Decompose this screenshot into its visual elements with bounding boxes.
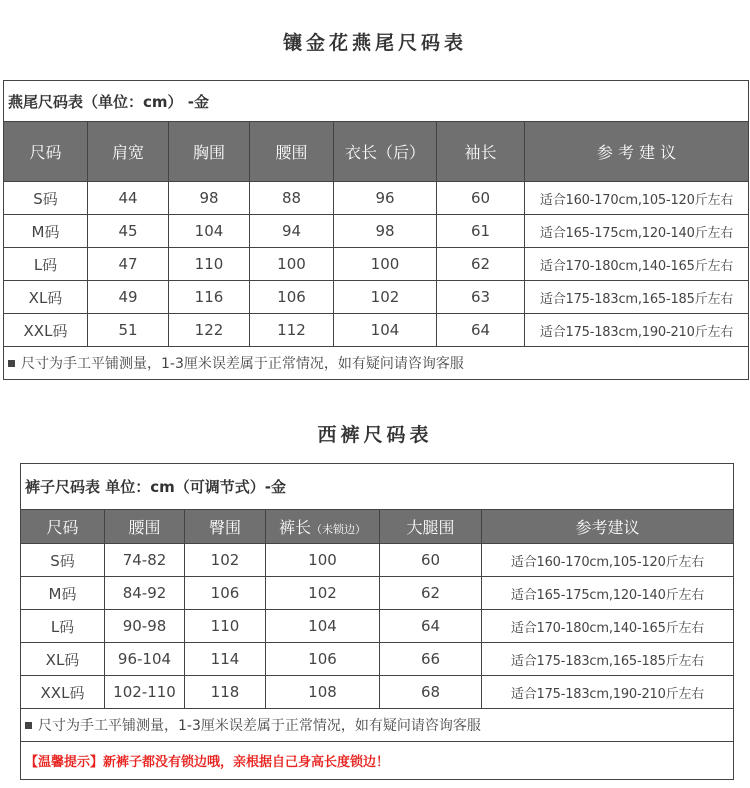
table-cell: 118 (185, 676, 266, 709)
jacket-table-caption: 燕尾尺码表（单位：cm） -金 (4, 81, 749, 122)
pants-size-chart-title: 西裤尺码表 (317, 424, 433, 446)
table-cell: 96-104 (105, 643, 185, 676)
table-cell: L码 (4, 248, 88, 281)
table-cell: 110 (169, 248, 250, 281)
column-header-hip: 臀围 (185, 510, 266, 544)
table-row (21, 544, 734, 577)
table-cell: 114 (185, 643, 266, 676)
table-cell: 100 (334, 248, 437, 281)
table-cell: 62 (380, 577, 482, 610)
table-cell: 88 (250, 182, 334, 215)
table-cell: 116 (169, 281, 250, 314)
table-row (4, 314, 749, 347)
table-cell: 90-98 (105, 610, 185, 643)
table-cell: 62 (437, 248, 525, 281)
table-cell: M码 (4, 215, 88, 248)
square-bullet-icon (25, 722, 32, 729)
square-bullet-icon (8, 360, 15, 367)
measurement-note-text: 尺寸为手工平铺测量，1-3厘米误差属于正常情况，如有疑问请咨询客服 (21, 356, 464, 372)
measurement-note (21, 709, 734, 742)
column-header-pants-length (266, 510, 380, 544)
table-cell: 适合175-183cm,190-210斤左右 (482, 676, 734, 709)
table-row (21, 577, 734, 610)
table-cell: S码 (21, 544, 105, 577)
table-cell: 106 (266, 643, 380, 676)
table-cell: XXL码 (4, 314, 88, 347)
column-header-size: 尺码 (21, 510, 105, 544)
table-cell: M码 (21, 577, 105, 610)
column-header-waist: 腰围 (250, 122, 334, 182)
table-cell: 74-82 (105, 544, 185, 577)
table-cell: 适合165-175cm,120-140斤左右 (525, 215, 749, 248)
table-cell: 适合175-183cm,165-185斤左右 (525, 281, 749, 314)
column-header-thigh: 大腿围 (380, 510, 482, 544)
table-cell: 122 (169, 314, 250, 347)
table-cell: 适合160-170cm,105-120斤左右 (525, 182, 749, 215)
table-row (21, 643, 734, 676)
table-row (4, 281, 749, 314)
table-cell: 适合170-180cm,140-165斤左右 (482, 610, 734, 643)
table-cell: 51 (88, 314, 169, 347)
table-cell: 102 (185, 544, 266, 577)
table-cell: XXL码 (21, 676, 105, 709)
table-cell: 适合160-170cm,105-120斤左右 (482, 544, 734, 577)
pants-length-label: 裤长 (278, 518, 311, 537)
column-header-chest: 胸围 (169, 122, 250, 182)
table-row (4, 182, 749, 215)
table-cell: 60 (380, 544, 482, 577)
table-cell: 64 (380, 610, 482, 643)
table-cell: 102-110 (105, 676, 185, 709)
table-cell: L码 (21, 610, 105, 643)
table-row (4, 215, 749, 248)
pants-table-caption: 裤子尺码表 单位：cm（可调节式）-金 (21, 464, 734, 510)
hemming-warning (21, 742, 734, 780)
jacket-size-table (3, 80, 749, 380)
table-cell: 68 (380, 676, 482, 709)
table-cell: 94 (250, 215, 334, 248)
table-row (21, 610, 734, 643)
jacket-table-header-row (4, 122, 749, 182)
warning-text: 新裤子都没有锁边哦，亲根据自己身高长度锁边！ (103, 755, 390, 770)
table-cell: 102 (334, 281, 437, 314)
table-cell: 64 (437, 314, 525, 347)
table-cell: 106 (250, 281, 334, 314)
table-cell: 100 (266, 544, 380, 577)
table-cell: 98 (334, 215, 437, 248)
measurement-note-text: 尺寸为手工平铺测量，1-3厘米误差属于正常情况，如有疑问请咨询客服 (38, 718, 481, 734)
table-cell: 100 (250, 248, 334, 281)
column-header-waist: 腰围 (105, 510, 185, 544)
table-cell: 63 (437, 281, 525, 314)
column-header-shoulder: 肩宽 (88, 122, 169, 182)
table-cell: 98 (169, 182, 250, 215)
table-row (21, 676, 734, 709)
column-header-size: 尺码 (4, 122, 88, 182)
table-cell: 112 (250, 314, 334, 347)
jacket-size-chart-title: 镶金花燕尾尺码表 (282, 32, 467, 54)
table-cell: 104 (266, 610, 380, 643)
table-cell: XL码 (4, 281, 88, 314)
table-cell: 104 (334, 314, 437, 347)
column-header-sleeve: 袖长 (437, 122, 525, 182)
warning-tag: 【温馨提示】 (25, 755, 104, 770)
table-cell: XL码 (21, 643, 105, 676)
table-cell: 61 (437, 215, 525, 248)
column-header-advice: 参考建议 (482, 510, 734, 544)
table-cell: 44 (88, 182, 169, 215)
table-cell: 适合165-175cm,120-140斤左右 (482, 577, 734, 610)
column-header-advice: 参 考 建 议 (525, 122, 749, 182)
table-cell: 45 (88, 215, 169, 248)
measurement-note (4, 347, 749, 380)
table-cell: 66 (380, 643, 482, 676)
column-header-back-length: 衣长（后） (334, 122, 437, 182)
table-cell: 适合175-183cm,190-210斤左右 (525, 314, 749, 347)
pants-size-table (20, 463, 734, 780)
table-cell: 96 (334, 182, 437, 215)
table-cell: S码 (4, 182, 88, 215)
table-cell: 84-92 (105, 577, 185, 610)
table-cell: 106 (185, 577, 266, 610)
unhemmed-label: （未锁边） (311, 523, 366, 536)
table-cell: 47 (88, 248, 169, 281)
table-cell: 110 (185, 610, 266, 643)
table-cell: 102 (266, 577, 380, 610)
pants-table-header-row (21, 510, 734, 544)
table-cell: 49 (88, 281, 169, 314)
table-row (4, 248, 749, 281)
table-cell: 60 (437, 182, 525, 215)
table-cell: 适合170-180cm,140-165斤左右 (525, 248, 749, 281)
table-cell: 适合175-183cm,165-185斤左右 (482, 643, 734, 676)
table-cell: 104 (169, 215, 250, 248)
table-cell: 108 (266, 676, 380, 709)
